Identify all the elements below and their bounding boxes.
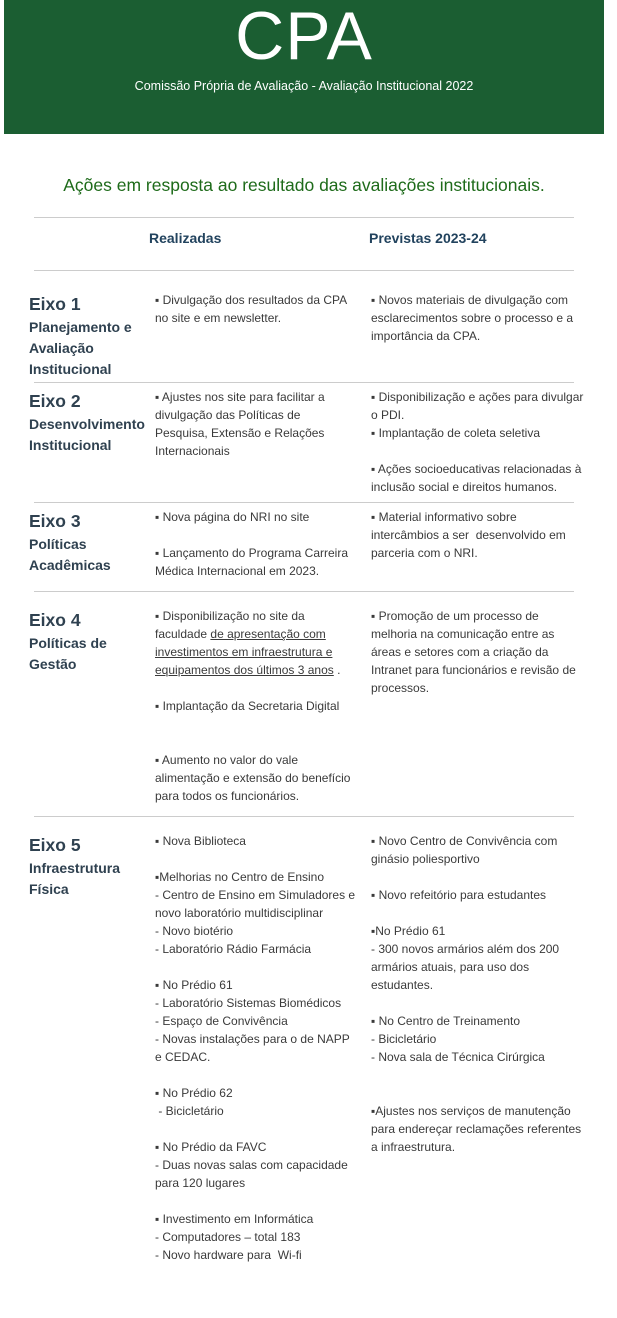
- text-line: ▪ Lançamento do Programa Carreira: [155, 546, 349, 560]
- text-line: - Bicicletário: [371, 1032, 437, 1046]
- text-line: - Espaço de Convivência: [155, 1014, 288, 1028]
- divider: [34, 816, 574, 817]
- text-line: alimentação e extensão do benefício: [155, 771, 351, 785]
- axis-number: Eixo 5: [29, 835, 81, 855]
- axis-label: Desenvolvimento Institucional: [29, 416, 145, 453]
- text-line: ▪ Novos materiais de divulgação com: [371, 293, 569, 307]
- page-subtitle: Comissão Própria de Avaliação - Avaliação Institucional 2022: [134, 79, 474, 93]
- text-line: [155, 733, 360, 751]
- divider: [34, 502, 574, 503]
- text-line: - Nova sala de Técnica Cirúrgica: [371, 1050, 545, 1064]
- text-line: inclusão social e direitos humanos.: [371, 480, 558, 494]
- text-line: [155, 679, 360, 697]
- axis-label: Infraestrutura Física: [29, 860, 121, 897]
- axis-1: [29, 293, 144, 380]
- text-line: no site e em newsletter.: [155, 311, 282, 325]
- text-line: para endereçar reclamações referentes: [371, 1122, 582, 1136]
- axis-label: Políticas de Gestão: [29, 635, 107, 672]
- column-header-planned: Previstas 2023-24: [369, 230, 487, 246]
- text-line: [155, 715, 360, 733]
- text-line: parceria com o NRI.: [371, 546, 478, 560]
- text-line: ▪ No Centro de Treinamento: [371, 1014, 520, 1028]
- axis-2-planned: [371, 388, 593, 496]
- text-line: [371, 994, 593, 1012]
- axis-number: Eixo 4: [29, 610, 81, 630]
- text-line: ▪ Aumento no valor do vale: [155, 753, 299, 767]
- page-title: CPA: [235, 0, 373, 74]
- text-line: áreas e setores com a criação da: [371, 645, 549, 659]
- text-line: ▪ Divulgação dos resultados da CPA: [155, 293, 348, 307]
- investments-link[interactable]: investimentos em infraestrutura e: [155, 645, 333, 659]
- axis-label: Políticas Acadêmicas: [29, 536, 111, 573]
- text-line: ▪Ajustes nos serviços de manutenção: [371, 1104, 571, 1118]
- text-line: ▪ Investimento em Informática: [155, 1212, 314, 1226]
- text-line: ▪ Disponibilização e ações para divulgar: [371, 390, 584, 404]
- text-line: [155, 625, 360, 643]
- text-line: [371, 904, 593, 922]
- text-line: [155, 1066, 360, 1084]
- text-line: [155, 958, 360, 976]
- text-line: [155, 643, 360, 661]
- text-line: Médica Internacional em 2023.: [155, 564, 320, 578]
- axis-4: [29, 609, 144, 675]
- text-line: ▪ Novo refeitório para estudantes: [371, 888, 547, 902]
- text-line: [155, 850, 360, 868]
- axis-1-planned: [371, 291, 593, 345]
- text-line: - Novo hardware para Wi-fi: [155, 1248, 302, 1262]
- text-line: - Computadores – total 183: [155, 1230, 301, 1244]
- text-line: ▪ Nova página do NRI no site: [155, 510, 310, 524]
- text-line: o PDI.: [371, 408, 405, 422]
- text-line: - Novo biotério: [155, 924, 234, 938]
- text-line: ▪ No Prédio da FAVC: [155, 1140, 267, 1154]
- axis-3-done: [155, 508, 360, 580]
- text-line: [371, 1066, 593, 1084]
- text-line: ▪ Implantação de coleta seletiva: [371, 426, 541, 440]
- text-line: armários atuais, para uso dos: [371, 960, 530, 974]
- investments-link[interactable]: de apresentação com: [210, 627, 326, 641]
- axis-2-done: [155, 388, 360, 460]
- text-fragment: faculdade: [155, 627, 211, 641]
- text-line: esclarecimentos sobre o processo e a: [371, 311, 574, 325]
- text-fragment: .: [333, 663, 341, 677]
- axis-5-done: [155, 832, 360, 1264]
- axis-number: Eixo 2: [29, 391, 81, 411]
- axis-number: Eixo 1: [29, 294, 81, 314]
- text-line: - Laboratório Sistemas Biomédicos: [155, 996, 342, 1010]
- text-line: ▪ Disponibilização no site da: [155, 609, 305, 623]
- column-header-done: Realizadas: [149, 230, 222, 246]
- text-line: [155, 1192, 360, 1210]
- text-line: ▪No Prédio 61: [371, 924, 446, 938]
- text-line: divulgação das Políticas de: [155, 408, 301, 422]
- text-line: ▪ Novo Centro de Convivência com: [371, 834, 558, 848]
- text-line: - Duas novas salas com capacidade: [155, 1158, 348, 1172]
- text-line: - Bicicletário: [155, 1104, 224, 1118]
- text-line: e CEDAC.: [155, 1050, 211, 1064]
- divider: [34, 591, 574, 592]
- header-banner: [4, 0, 604, 134]
- divider: [34, 217, 574, 218]
- text-line: estudantes.: [371, 978, 434, 992]
- axis-4-planned: [371, 607, 593, 697]
- text-line: [371, 1084, 593, 1102]
- text-line: processos.: [371, 681, 430, 695]
- text-line: [371, 868, 593, 886]
- text-line: - 300 novos armários além dos 200: [371, 942, 560, 956]
- text-line: para todos os funcionários.: [155, 789, 300, 803]
- text-line: Pesquisa, Extensão e Relações: [155, 426, 325, 440]
- axis-label: Planejamento e Avaliação Institucional: [29, 319, 132, 377]
- text-line: importância da CPA.: [371, 329, 481, 343]
- axis-4-done: [155, 607, 360, 805]
- text-line: - Novas instalações para o de NAPP: [155, 1032, 350, 1046]
- text-line: [155, 661, 360, 679]
- text-line: - Centro de Ensino em Simuladores e: [155, 888, 356, 902]
- text-line: - Laboratório Rádio Farmácia: [155, 942, 312, 956]
- axis-5-planned: [371, 832, 593, 1156]
- axis-3: [29, 510, 144, 576]
- text-line: intercâmbios a ser desenvolvido em: [371, 528, 566, 542]
- text-line: ▪Melhorias no Centro de Ensino: [155, 870, 325, 884]
- text-line: [155, 526, 360, 544]
- text-line: Internacionais: [155, 444, 230, 458]
- text-line: ▪ Nova Biblioteca: [155, 834, 246, 848]
- divider: [34, 382, 574, 383]
- axis-1-done: [155, 291, 360, 327]
- text-line: [155, 1120, 360, 1138]
- text-line: melhoria na comunicação entre as: [371, 627, 555, 641]
- axis-number: Eixo 3: [29, 511, 81, 531]
- text-line: ▪ No Prédio 61: [155, 978, 233, 992]
- text-line: Intranet para funcionários e revisão de: [371, 663, 576, 677]
- text-line: para 120 lugares: [155, 1176, 246, 1190]
- text-line: ▪ Ajustes nos site para facilitar a: [155, 390, 325, 404]
- text-line: novo laboratório multidisciplinar: [155, 906, 324, 920]
- text-line: ▪ Ações socioeducativas relacionadas à: [371, 462, 582, 476]
- axis-5: [29, 834, 144, 900]
- text-line: ▪ Implantação da Secretaria Digital: [155, 699, 340, 713]
- divider: [34, 270, 574, 271]
- text-line: [371, 442, 593, 460]
- text-line: ▪ No Prédio 62: [155, 1086, 233, 1100]
- text-line: ginásio poliesportivo: [371, 852, 480, 866]
- text-line: ▪ Material informativo sobre: [371, 510, 517, 524]
- section-title: Ações em resposta ao resultado das avaliações institucionais.: [63, 175, 545, 195]
- text-line: a infraestrutura.: [371, 1140, 456, 1154]
- axis-2: [29, 390, 144, 456]
- axis-3-planned: [371, 508, 593, 562]
- text-line: ▪ Promoção de um processo de: [371, 609, 539, 623]
- investments-link[interactable]: equipamentos dos últimos 3 anos: [155, 663, 334, 677]
